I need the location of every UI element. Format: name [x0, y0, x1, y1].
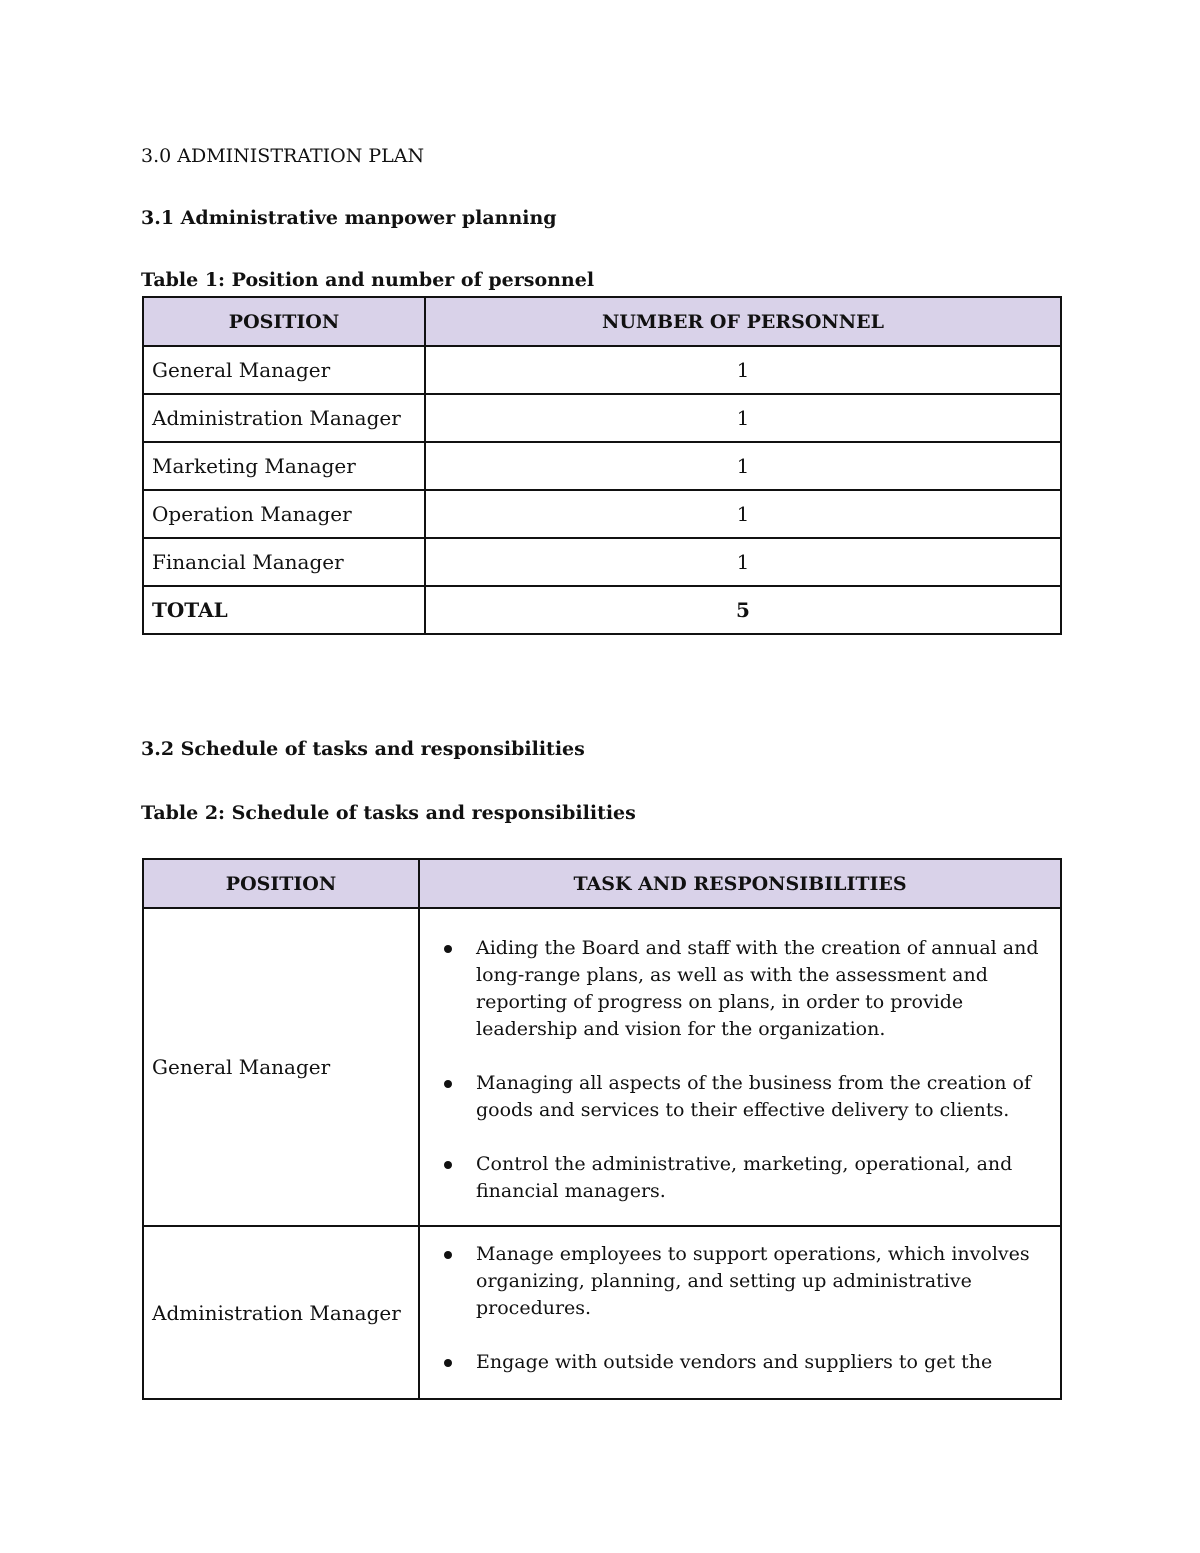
count-cell: 1 — [425, 346, 1061, 394]
tasks-cell — [419, 1226, 1061, 1399]
personnel-table — [142, 296, 1062, 635]
list-item — [476, 1070, 1046, 1124]
tasks-table — [142, 858, 1062, 1400]
bullet-icon — [444, 1161, 452, 1169]
column-header-position: POSITION — [143, 297, 425, 346]
count-cell: 1 — [425, 442, 1061, 490]
task-text: Manage employees to support operations, which involves organizing, planning, and setting up administrative procedures. — [476, 1243, 1030, 1319]
bullet-icon — [444, 1080, 452, 1088]
position-cell: General Manager — [143, 346, 425, 394]
table-1-caption: Table 1: Position and number of personnel — [141, 269, 595, 291]
column-header-number: NUMBER OF PERSONNEL — [425, 297, 1061, 346]
total-row — [143, 586, 1061, 634]
table-row — [143, 1226, 1061, 1399]
list-item — [476, 935, 1046, 1043]
table-row — [143, 394, 1061, 442]
bullet-icon — [444, 1251, 452, 1259]
total-value: 5 — [425, 586, 1061, 634]
column-header-tasks: TASK AND RESPONSIBILITIES — [419, 859, 1061, 908]
task-text: Managing all aspects of the business from the creation of goods and services to their effective delivery to clients. — [476, 1072, 1031, 1121]
position-cell: General Manager — [143, 908, 419, 1226]
list-item — [476, 1151, 1046, 1205]
task-text: Aiding the Board and staff with the creation of annual and long-range plans, as well as with the assessment and reporting of progress on plans, in order to provide leadership and vision for the organization. — [476, 937, 1039, 1040]
bullet-icon — [444, 945, 452, 953]
count-cell: 1 — [425, 490, 1061, 538]
table-row — [143, 908, 1061, 1226]
list-item — [476, 1241, 1046, 1322]
position-cell: Administration Manager — [143, 1226, 419, 1399]
task-text: Engage with outside vendors and suppliers to get the — [476, 1351, 993, 1373]
count-cell: 1 — [425, 394, 1061, 442]
bullet-icon — [444, 1359, 452, 1367]
task-list — [428, 929, 1052, 1205]
table-row — [143, 538, 1061, 586]
position-cell: Marketing Manager — [143, 442, 425, 490]
task-text: Control the administrative, marketing, operational, and financial managers. — [476, 1153, 1013, 1202]
count-cell: 1 — [425, 538, 1061, 586]
column-header-position: POSITION — [143, 859, 419, 908]
position-cell: Operation Manager — [143, 490, 425, 538]
task-list — [428, 1241, 1052, 1376]
section-title: 3.0 ADMINISTRATION PLAN — [141, 145, 425, 167]
table-header-row — [143, 859, 1061, 908]
position-cell: Financial Manager — [143, 538, 425, 586]
list-item — [476, 1349, 1046, 1376]
table-2-caption: Table 2: Schedule of tasks and responsibilities — [141, 802, 636, 824]
total-label: TOTAL — [143, 586, 425, 634]
position-cell: Administration Manager — [143, 394, 425, 442]
subsection-heading-3-1: 3.1 Administrative manpower planning — [141, 207, 557, 229]
table-header-row — [143, 297, 1061, 346]
table-row — [143, 346, 1061, 394]
tasks-cell — [419, 908, 1061, 1226]
table-row — [143, 442, 1061, 490]
table-row — [143, 490, 1061, 538]
subsection-heading-3-2: 3.2 Schedule of tasks and responsibilities — [141, 738, 585, 760]
